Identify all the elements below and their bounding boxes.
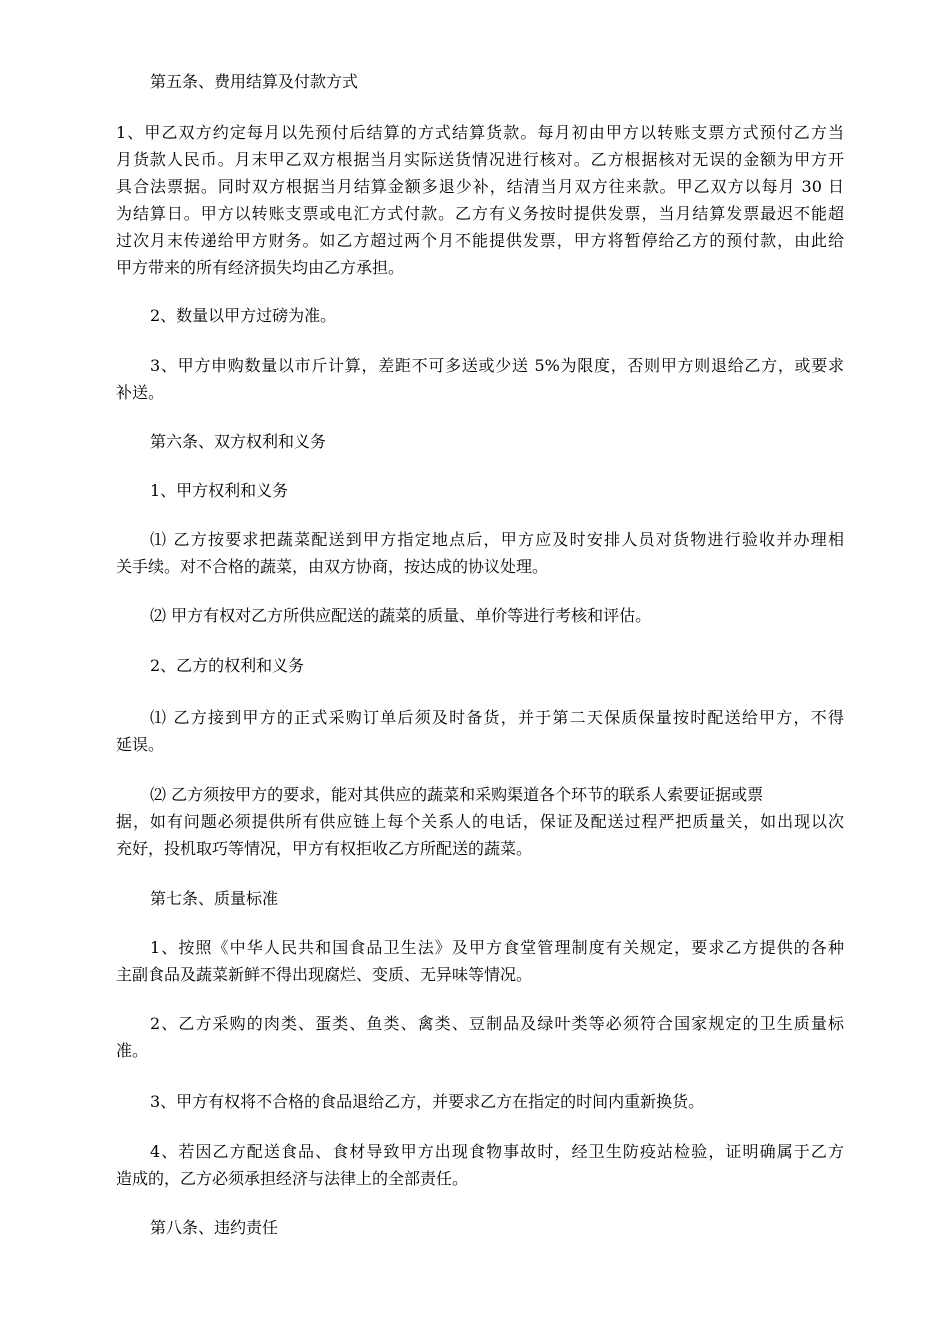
paragraph-5-2 (116, 302, 844, 329)
text-line: 充好，投机取巧等情况，甲方有权拒收乙方所配送的蔬菜。 (116, 839, 533, 858)
text-line: ⑴ 乙方按要求把蔬菜配送到甲方指定地点后，甲方应及时安排人员对货物进行验收并办理相 (150, 530, 844, 549)
text-line: 2、乙方的权利和义务 (150, 656, 305, 675)
text-line: 具合法票据。同时双方根据当月结算金额多退少补，结清当月双方往来款。甲乙双方以每月 30 日 (116, 177, 844, 196)
text-line: 1、甲方权利和义务 (150, 481, 289, 500)
text-line: 延误。 (116, 735, 165, 754)
paragraph-7-1 (116, 934, 844, 988)
paragraph-6-1-1 (116, 526, 844, 580)
paragraph-5-1 (116, 119, 844, 281)
text-line: 4、若因乙方配送食品、食材导致甲方出现食物事故时，经卫生防疫站检验，证明确属于乙方 (150, 1142, 844, 1161)
text-line: ⑵ 乙方须按甲方的要求，能对其供应的蔬菜和采购渠道各个环节的联系人索要证据或票 (150, 785, 764, 804)
text-line: 甲方带来的所有经济损失均由乙方承担。 (116, 258, 405, 277)
text-line: 过次月末传递给甲方财务。如乙方超过两个月不能提供发票，甲方将暂停给乙方的预付款，由此给 (116, 231, 844, 250)
subheading-party-a (116, 477, 844, 504)
heading-article-7 (116, 885, 844, 912)
paragraph-5-3 (116, 352, 844, 406)
heading-article-6 (116, 428, 844, 455)
text-line: 月货款人民币。月末甲乙双方根据当月实际送货情况进行核对。乙方根据核对无误的金额为甲方开 (116, 150, 844, 169)
text-line: 3、甲方申购数量以市斤计算，差距不可多送或少送 5%为限度，否则甲方则退给乙方，或要求 (150, 356, 844, 375)
text-line: 补送。 (116, 383, 165, 402)
paragraph-6-2-1 (116, 704, 844, 758)
text-line: 关手续。对不合格的蔬菜，由双方协商，按达成的协议处理。 (116, 557, 549, 576)
text-line: 2、数量以甲方过磅为准。 (150, 306, 337, 325)
paragraph-7-3 (116, 1088, 844, 1115)
paragraph-6-1-2 (116, 602, 844, 629)
text-line: 第五条、费用结算及付款方式 (150, 72, 359, 91)
text-line: 准。 (116, 1041, 149, 1060)
text-line: 造成的，乙方必须承担经济与法律上的全部责任。 (116, 1169, 469, 1188)
heading-article-5 (116, 68, 844, 95)
text-line: 第八条、违约责任 (150, 1218, 279, 1237)
text-line: 为结算日。甲方以转账支票或电汇方式付款。乙方有义务按时提供发票，当月结算发票最迟不能超 (116, 204, 844, 223)
text-line: ⑴ 乙方接到甲方的正式采购订单后须及时备货，并于第二天保质保量按时配送给甲方，不得 (150, 708, 844, 727)
text-line: 3、甲方有权将不合格的食品退给乙方，并要求乙方在指定的时间内重新换货。 (150, 1092, 705, 1111)
heading-article-8 (116, 1214, 844, 1241)
text-line: 1、按照《中华人民共和国食品卫生法》及甲方食堂管理制度有关规定，要求乙方提供的各种 (150, 938, 844, 957)
paragraph-7-4 (116, 1138, 844, 1192)
text-line: 2、乙方采购的肉类、蛋类、鱼类、禽类、豆制品及绿叶类等必须符合国家规定的卫生质量标 (150, 1014, 844, 1033)
text-line: 第七条、质量标准 (150, 889, 279, 908)
text-line: ⑵ 甲方有权对乙方所供应配送的蔬菜的质量、单价等进行考核和评估。 (150, 606, 652, 625)
text-line: 主副食品及蔬菜新鲜不得出现腐烂、变质、无异味等情况。 (116, 965, 533, 984)
text-line: 第六条、双方权利和义务 (150, 432, 327, 451)
paragraph-6-2-2 (116, 781, 844, 862)
text-line: 1、甲乙双方约定每月以先预付后结算的方式结算货款。每月初由甲方以转账支票方式预付乙方当 (116, 123, 844, 142)
subheading-party-b (116, 652, 844, 679)
paragraph-7-2 (116, 1010, 844, 1064)
text-line: 据，如有问题必须提供所有供应链上每个关系人的电话，保证及配送过程严把质量关，如出现以次 (116, 812, 844, 831)
